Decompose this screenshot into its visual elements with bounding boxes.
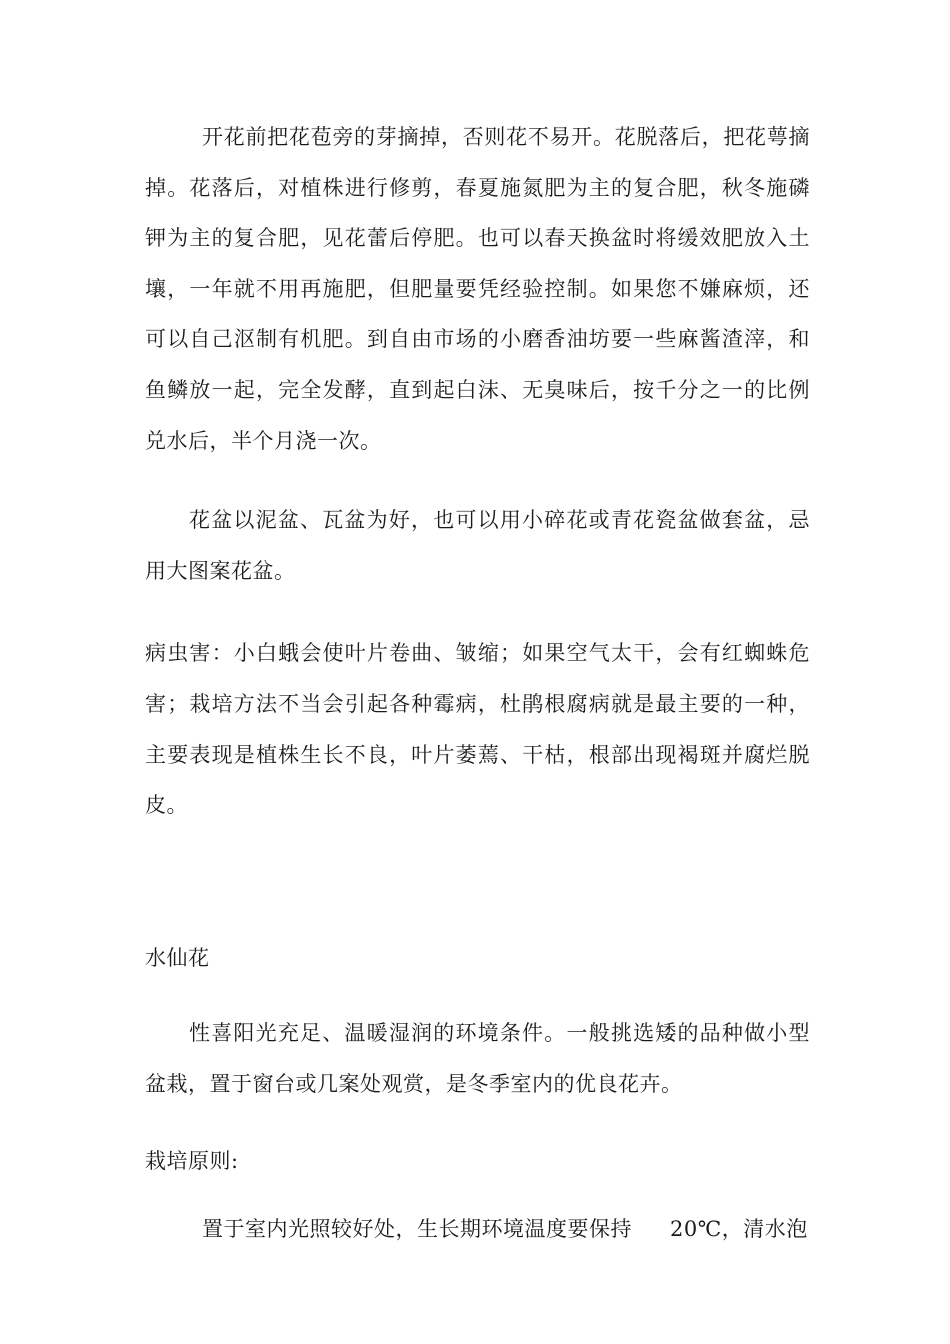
pests-paragraph: 病虫害：小白蛾会使叶片卷曲、皱缩；如果空气太干，会有红蜘蛛危害；栽培方法不当会引起各种霉病，杜鹃根腐病就是最主要的一种，主要表现是植株生长不良，叶片萎蔫、干枯，根部出现褐斑并腐烂脱皮。 — [145, 641, 810, 818]
flowerpot-paragraph: 花盆以泥盆、瓦盆为好，也可以用小碎花或青花瓷盆做套盆，忌用大图案花盆。 — [145, 508, 810, 583]
document-body — [145, 112, 810, 1255]
cultivation-principles-label: 栽培原则: — [145, 1148, 239, 1173]
temperature-text: 20℃，清水泡 — [670, 1217, 808, 1242]
narcissus-intro-paragraph: 性喜阳光充足、温暖湿润的环境条件。一般挑选矮的品种做小型盆栽，置于窗台或几案处观赏，是冬季室内的优良花卉。 — [145, 1021, 810, 1096]
fertilizing-paragraph: 开花前把花苞旁的芽摘掉，否则花不易开。花脱落后，把花萼摘掉。花落后，对植株进行修剪，春夏施氮肥为主的复合肥，秋冬施磷钾为主的复合肥，见花蕾后停肥。也可以春天换盆时将缓效肥放入土壤，一年就不用再施肥，但肥量要凭经验控制。如果您不嫌麻烦，还可以自己沤制有机肥。到自由市场的小磨香油坊要一些麻酱渣滓，和鱼鳞放一起，完全发酵，直到起白沫、无臭味后，按千分之一的比例兑水后，半个月浇一次。 — [145, 125, 810, 453]
section-heading-narcissus: 水仙花 — [145, 945, 210, 970]
cultivation-text: 置于室内光照较好处，生长期环境温度要保持 — [202, 1217, 632, 1242]
cultivation-paragraph — [145, 1204, 810, 1255]
